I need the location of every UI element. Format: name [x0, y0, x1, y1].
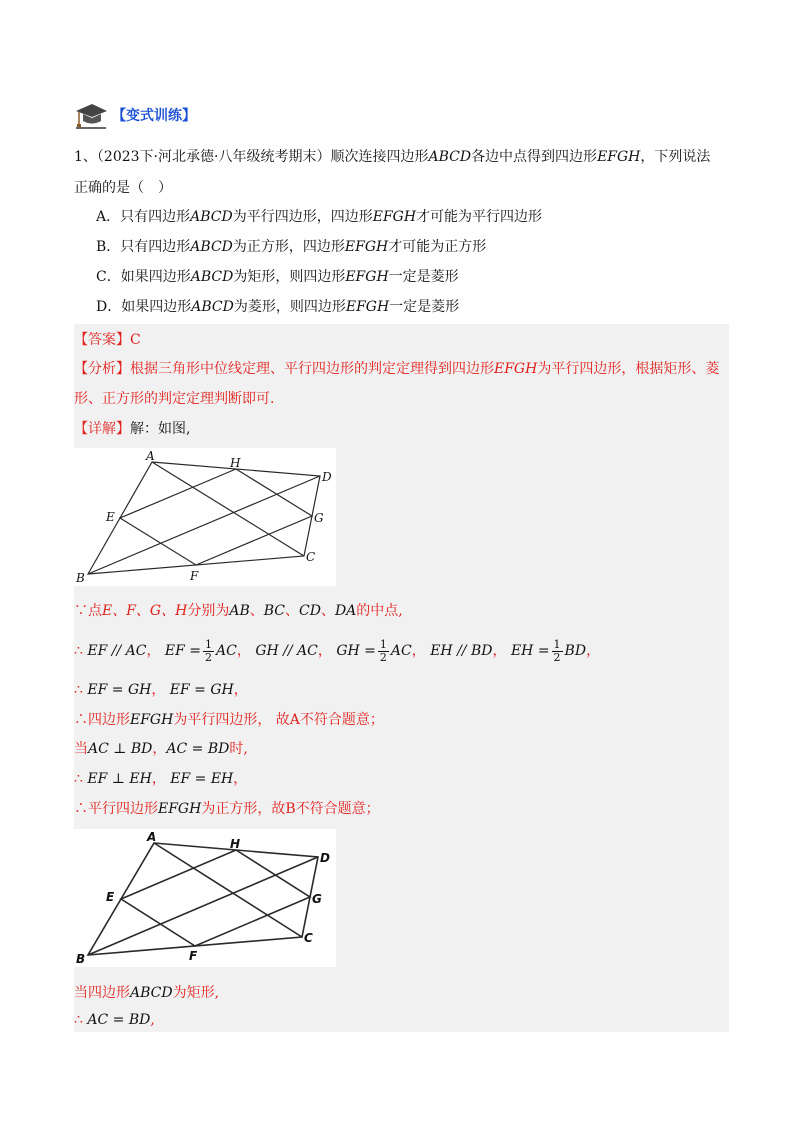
option-quad: ABCD	[190, 209, 233, 225]
eq-gh-parallel-ac: GH // AC	[255, 643, 318, 659]
option-d	[96, 297, 459, 317]
option-b	[96, 237, 486, 257]
fig1-label-c: C	[306, 550, 316, 564]
eq-ac-equals-bd: AC = BD	[166, 741, 230, 757]
eq-ac: AC	[216, 643, 237, 659]
detail-line-2	[74, 636, 600, 666]
fig2-label-b: B	[76, 952, 86, 966]
fig1-label-b: B	[76, 571, 85, 585]
separator: ，	[236, 643, 251, 659]
eq-ef-equals-eh: EF = EH	[170, 771, 234, 787]
detail-intro: 解：如图,	[130, 421, 191, 437]
detail-line-1	[74, 601, 403, 621]
detail-label: 【详解】	[74, 421, 130, 437]
separator: ,	[150, 1012, 155, 1028]
option-quad: ABCD	[190, 239, 233, 255]
question-number: 1、	[74, 149, 97, 165]
fig2-label-h: H	[230, 837, 241, 851]
segment-bc: BC	[263, 603, 285, 619]
detail-line-4	[74, 710, 384, 730]
fraction-denominator: 2	[553, 650, 561, 664]
detail-text: 的中点,	[356, 603, 403, 619]
option-letter: B．	[96, 239, 121, 255]
fig1-label-f: F	[190, 569, 199, 583]
option-c	[96, 267, 459, 287]
separator: ，	[233, 682, 248, 698]
separator: ，	[492, 643, 507, 659]
fraction-half	[552, 639, 563, 664]
fig1-label-d: D	[322, 470, 332, 484]
option-letter: D．	[96, 299, 122, 315]
fig2-label-d: D	[320, 851, 330, 865]
fig1-label-g: G	[314, 511, 324, 525]
segment-da: DA	[334, 603, 357, 619]
option-quad: EFGH	[372, 209, 417, 225]
detail-text: ∴平行四边形	[74, 801, 158, 817]
separator: ，	[151, 771, 166, 787]
option-letter: C．	[96, 269, 121, 285]
therefore-symbol: ∴	[74, 643, 83, 659]
eq-ef-equals-gh: EF = GH	[87, 682, 152, 698]
figure-2-diagram	[74, 829, 336, 967]
segment-cd: CD	[299, 603, 321, 619]
fraction-denominator: 2	[379, 650, 387, 664]
separator: ，	[152, 741, 167, 757]
analysis-text: 根据三角形中位线定理、平行四边形的判定定理得到四边形	[130, 361, 494, 377]
option-quad: EFGH	[345, 299, 390, 315]
figure-1	[74, 448, 336, 586]
graduation-cap-icon	[74, 100, 108, 130]
question-line-2: 正确的是（ ）	[74, 180, 172, 196]
fraction-numerator: 1	[379, 637, 387, 651]
detail-text: 当	[74, 741, 88, 757]
separator: 、	[320, 603, 335, 619]
fig1-label-e: E	[106, 510, 115, 524]
eq-gh-half: GH =	[336, 643, 376, 659]
eq-ef-half: EF =	[164, 643, 202, 659]
fig2-label-c: C	[304, 931, 313, 945]
separator: 、	[285, 603, 299, 619]
segment-ab: AB	[229, 603, 250, 619]
option-text: 只有四边形	[120, 209, 191, 225]
analysis-line-1	[74, 359, 719, 379]
detail-points: E、F、G、H	[102, 603, 188, 619]
option-text: 如果四边形	[120, 269, 191, 285]
detail-text: ∴四边形	[74, 712, 130, 728]
question-text-mid: 各边中点得到四边形	[471, 149, 598, 165]
option-text: 一定是菱形	[389, 299, 460, 315]
question-source: （2023下·河北承德·八年级统考期末）顺次连接四边形	[96, 149, 429, 165]
option-quad: ABCD	[191, 299, 234, 315]
option-letter: A．	[96, 209, 121, 225]
fraction-half	[203, 639, 214, 664]
detail-text: 当四边形	[74, 985, 130, 1001]
option-quad: EFGH	[344, 239, 389, 255]
option-text: 才可能为正方形	[388, 239, 487, 255]
fig1-label-a: A	[146, 449, 155, 463]
detail-efgh: EFGH	[130, 712, 174, 728]
separator: ，	[586, 643, 601, 659]
detail-text: 为平行四边形， 故A不符合题意；	[173, 712, 384, 728]
option-text: 一定是菱形	[388, 269, 459, 285]
question-text-end: ，下列说法	[640, 149, 711, 165]
figure-2	[74, 829, 336, 967]
fraction-numerator: 1	[205, 637, 213, 651]
detail-line-9	[74, 1010, 155, 1030]
answer-label: 【答案】	[74, 332, 130, 348]
detail-line-6	[74, 769, 247, 789]
detail-abcd: ABCD	[130, 985, 173, 1001]
detail-line-3	[74, 680, 248, 700]
eq-ac-perp-bd: AC ⊥ BD	[88, 741, 153, 757]
fig1-label-h: H	[230, 456, 241, 470]
fig2-label-a: A	[147, 830, 157, 844]
fig2-label-f: F	[189, 949, 198, 963]
eq-eh-parallel-bd: EH // BD	[430, 643, 493, 659]
question-line-1	[74, 147, 734, 167]
eq-ac-equals-bd: AC = BD	[87, 1012, 151, 1028]
eq-ef-perp-eh: EF ⊥ EH	[87, 771, 152, 787]
option-text: 才可能为平行四边形	[416, 209, 543, 225]
fig2-label-e: E	[106, 890, 115, 904]
option-quad: ABCD	[190, 269, 234, 285]
therefore-symbol: ∴	[74, 1012, 83, 1028]
option-quad: EFGH	[345, 269, 389, 285]
therefore-symbol: ∴	[74, 771, 83, 787]
detail-line-8	[74, 983, 219, 1003]
fraction-numerator: 1	[553, 637, 561, 651]
detail-line-7	[74, 799, 380, 819]
fig2-label-g: G	[312, 892, 322, 906]
detail-line-5	[74, 739, 248, 759]
separator: ，	[151, 682, 166, 698]
detail-efgh: EFGH	[158, 801, 202, 817]
eq-ef-equals-gh-2: EF = GH	[169, 682, 234, 698]
fraction-denominator: 2	[205, 650, 213, 664]
separator: 、	[249, 603, 264, 619]
question-abcd: ABCD	[428, 149, 472, 165]
therefore-symbol: ∴	[74, 682, 83, 698]
figure-1-diagram	[74, 448, 336, 586]
separator: ，	[411, 643, 426, 659]
analysis-efgh: EFGH	[494, 361, 538, 377]
eq-ac: AC	[390, 643, 412, 659]
detail-text: 为正方形，故B不符合题意；	[201, 801, 380, 817]
option-text: 为矩形，则四边形	[233, 269, 346, 285]
detail-text: 时,	[229, 741, 248, 757]
option-a	[96, 207, 542, 227]
separator: ，	[146, 643, 161, 659]
eq-eh-half: EH =	[510, 643, 550, 659]
option-text: 为正方形，四边形	[232, 239, 345, 255]
option-text: 只有四边形	[120, 239, 191, 255]
eq-ef-parallel-ac: EF // AC	[87, 643, 147, 659]
detail-text: 分别为	[187, 603, 230, 619]
detail-text: 为矩形,	[172, 985, 220, 1001]
fraction-half	[378, 639, 389, 664]
separator: ，	[317, 643, 332, 659]
analysis-label: 【分析】	[74, 361, 130, 377]
section-title: 【变式训练】	[112, 108, 196, 124]
analysis-text: 为平行四边形，根据矩形、菱	[537, 361, 720, 377]
analysis-line-2: 形、正方形的判定定理判断即可.	[74, 391, 275, 407]
option-text: 如果四边形	[121, 299, 192, 315]
detail-line-intro	[74, 419, 190, 439]
option-text: 为平行四边形，四边形	[232, 209, 373, 225]
section-heading	[74, 100, 196, 130]
separator: ，	[233, 771, 248, 787]
answer-value: C	[130, 332, 141, 348]
option-text: 为菱形，则四边形	[233, 299, 346, 315]
answer-line	[74, 330, 141, 350]
detail-text: ∵点	[74, 603, 102, 619]
question-efgh: EFGH	[597, 149, 641, 165]
eq-bd: BD	[564, 643, 587, 659]
